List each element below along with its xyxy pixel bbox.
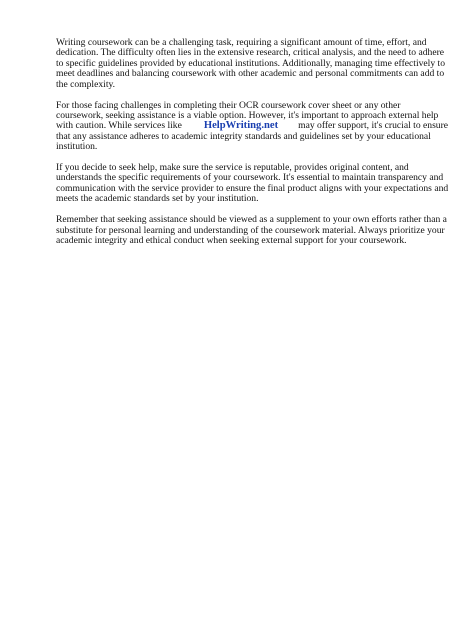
- helpwriting-link[interactable]: HelpWriting.net: [203, 120, 279, 132]
- paragraph-assistance: [56, 101, 450, 153]
- paragraph-reputable-service: If you decide to seek help, make sure the service is reputable, provides original content, and understands the specific requirements of your coursework. It's essential to maintain transparency and communication with the service provider to ensure the final product aligns with your expectations and meets the academic standards set by your institution.: [56, 162, 449, 205]
- paragraph-remember: Remember that seeking assistance should be viewed as a supplement to your own efforts rather than a substitute for personal learning and understanding of the coursework material. Always prioritize your academic integrity and ethical conduct when seeking external support for your coursework.: [56, 214, 447, 246]
- paragraph-assistance-text-after: may offer support, it's crucial to ensure that any assistance adheres to academic integrity standards and guidelines set by your educational institution.: [56, 120, 449, 153]
- paragraph-assistance-text-before: For those facing challenges in completing their OCR coursework cover sheet or any other coursework, seeking assistance is a viable option. However, it's important to approach external help with caution. While services like: [56, 99, 439, 132]
- paragraph-intro: Writing coursework can be a challenging task, requiring a significant amount of time, effort, and dedication. The difficulty often lies in the extensive research, critical analysis, and the need to adhere to specific guidelines provided by educational institutions. Additionally, managing time effectively to meet deadlines and balancing coursework with other academic and personal commitments can add to the complexity.: [56, 37, 445, 90]
- document-body: [56, 38, 450, 257]
